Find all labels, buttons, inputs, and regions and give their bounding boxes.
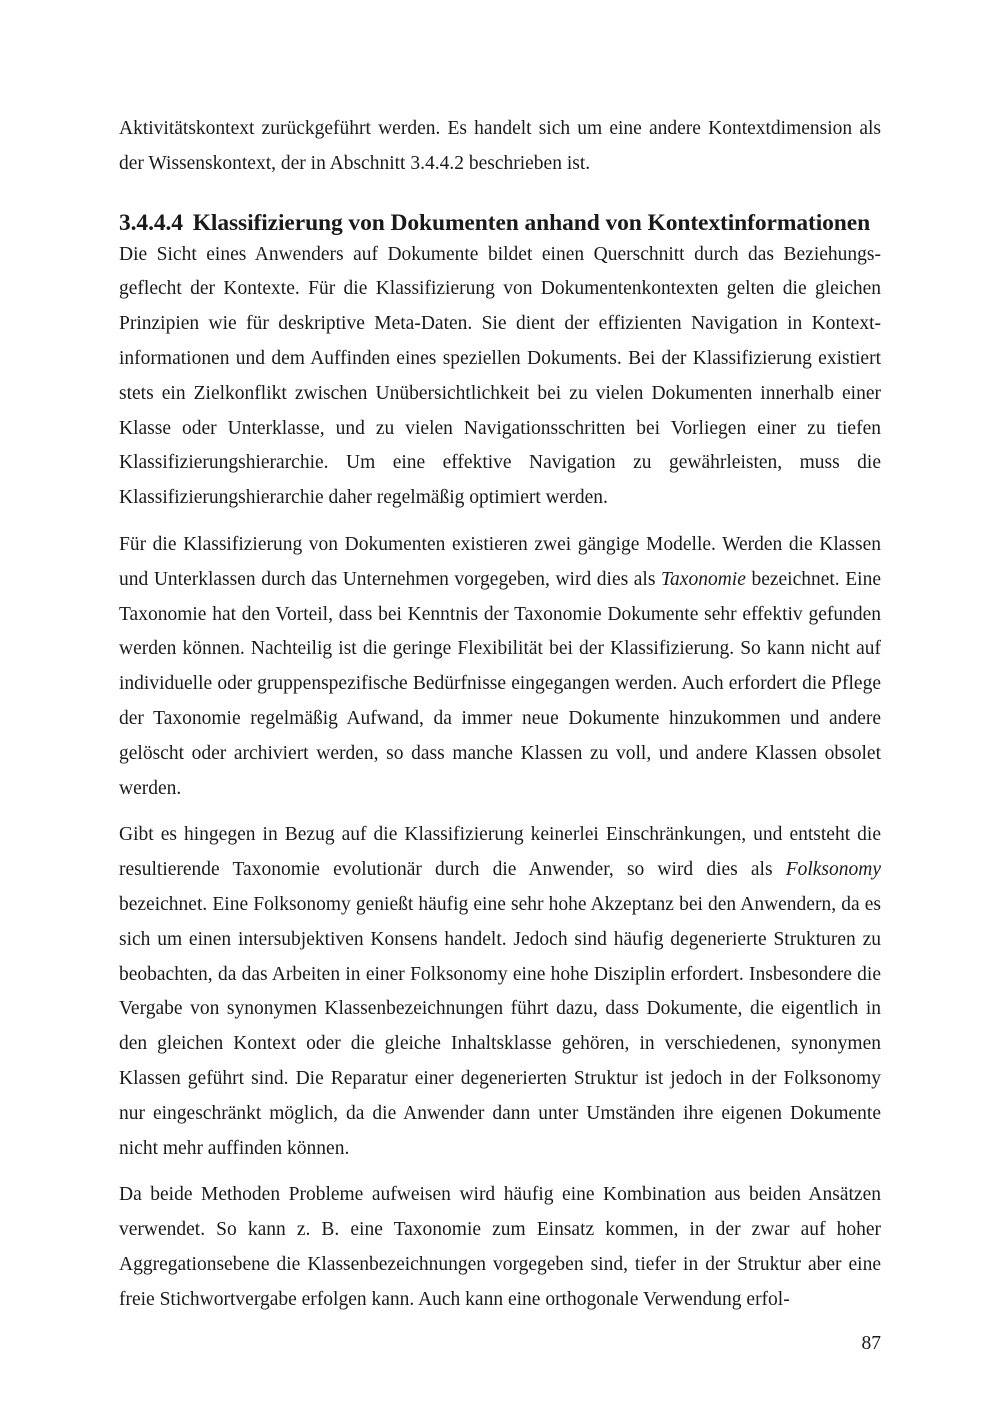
term-folksonomy: Folksonomy — [785, 859, 881, 881]
page-number: 87 — [861, 1333, 881, 1354]
paragraph-1: Die Sicht eines Anwenders auf Dokumente bildet einen Querschnitt durch das Beziehungsgeflecht der Kontexte. Für die Klassifizierung von Dokumentenkontexten gelten die gleichen Prinzipien wie für deskriptive Meta-Daten. Sie dient der effizienten Navigation in Kontextinformationen und dem Auffinden eines speziellen Dokuments. Bei der Klassifizierung existiert stets ein Zielkonflikt zwischen Unübersichtlichkeit bei zu vielen Dokumenten innerhalb einer Klasse oder Unterklasse, und zu vielen Navigationsschritten bei Vorliegen einer zu tiefen Klassifizierungshierarchie. Um eine effektive Navigation zu gewährleisten, muss die Klassifizierungshierarchie daher regelmäßig optimiert werden. — [119, 243, 881, 509]
intro-paragraph: Aktivitätskontext zurückgeführt werden. Es handelt sich um eine andere Kontextdimension als der Wissenskontext, der in Abschnitt 3.4.4.2 beschrieben ist. — [119, 118, 881, 174]
paragraph-2 — [119, 528, 881, 806]
paragraph-3 — [119, 818, 881, 1166]
section-number: 3.4.4.4 — [119, 209, 183, 236]
paragraph-2-text-a: Für die Klassifizierung von Dokumenten existieren zwei gängige Modelle. Werden die Klassen und Unterklassen durch das Unternehmen vorgegeben, wird dies als — [119, 533, 881, 590]
section-title: Klassifizierung von Dokumenten anhand von Kontextinformationen — [192, 209, 871, 236]
term-taxonomie: Taxonomie — [661, 568, 746, 590]
page-body — [119, 112, 881, 1318]
paragraph-3-text-a: Gibt es hingegen in Bezug auf die Klassifizierung keinerlei Einschränkungen, und entsteht die resultierende Taxonomie evolutionär durch die Anwender, so wird dies als — [119, 824, 881, 881]
section-heading — [119, 208, 881, 238]
paragraph-2-text-b: bezeichnet. Eine Taxonomie hat den Vorteil, dass bei Kenntnis der Taxonomie Dokumente sehr effektiv gefunden werden können. Nachteilig ist die geringe Flexibilität bei der Klassifizierung. So kann nicht auf individuelle oder gruppenspezifische Bedürfnisse eingegangen werden. Auch erfordert die Pflege der Taxonomie regelmäßig Aufwand, da immer neue Dokumente hinzukommen und andere gelöscht oder archiviert werden, so dass manche Klassen zu voll, und andere Klassen obsolet werden. — [119, 568, 881, 799]
paragraph-3-text-b: bezeichnet. Eine Folksonomy genießt häufig eine sehr hohe Akzeptanz bei den Anwendern, da es sich um einen intersubjektiven Konsens handelt. Jedoch sind häufig degenerierte Strukturen zu beobachten, da das Arbeiten in einer Folksonomy eine hohe Disziplin erfordert. Insbesondere die Vergabe von synonymen Klassenbezeichnungen führt dazu, dass Dokumente, die eigentlich in den gleichen Kontext oder die gleiche Inhaltsklasse gehören, in verschiedenen, synonymen Klassen geführt sind. Die Reparatur einer degenerierten Struktur ist jedoch in der Folksonomy nur eingeschränkt möglich, da die Anwender dann unter Umständen ihre eigenen Dokumente nicht mehr auffinden können. — [119, 893, 881, 1159]
paragraph-4: Da beide Methoden Probleme aufweisen wird häufig eine Kombination aus beiden Ansätzen verwendet. So kann z. B. eine Taxonomie zum Einsatz kommen, in der zwar auf hoher Aggregationsebene die Klassenbezeichnungen vorgegeben sind, tiefer in der Struktur aber eine freie Stichwortvergabe erfolgen kann. Auch kann eine orthogonale Verwendung erfol- — [119, 1184, 881, 1310]
